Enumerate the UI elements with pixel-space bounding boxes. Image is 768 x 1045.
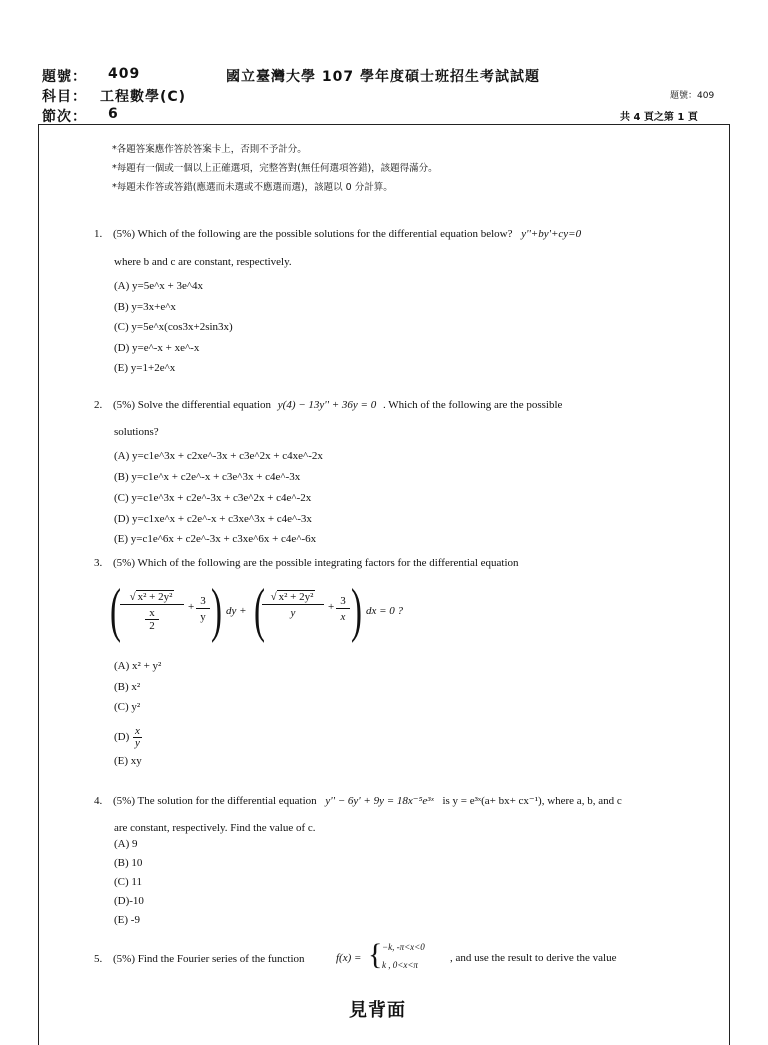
question-5 [94, 952, 305, 966]
question-text: (5%) Solve the differential equation [113, 399, 272, 411]
option-c: (C) y=5e^x(cos3x+2sin3x) [114, 321, 233, 333]
session: 6 [108, 106, 119, 122]
plus-sign: + [188, 601, 195, 613]
question-text: (5%) Which of the following are the possible integrating factors for the differential equation [113, 557, 519, 569]
piecewise-case-2: k , 0<x<π [382, 960, 418, 970]
question-text: (5%) Find the Fourier series of the function [113, 953, 305, 965]
question-number: 2. [94, 399, 103, 411]
piecewise-brace: { [368, 938, 383, 971]
option-d: (D) y=c1xe^x + c2e^-x + c3xe^3x + c4e^-3x [114, 513, 312, 525]
option-b: (B) y=c1e^x + c2e^-x + c3e^3x + c4e^-3x [114, 471, 301, 483]
dy-term: dy + [226, 605, 247, 617]
option-c: (C) y² [114, 701, 141, 713]
question-equation: y''+by'+cy=0 [521, 228, 582, 240]
question-1 [94, 227, 581, 241]
option-a: (A) y=5e^x + 3e^4x [114, 280, 204, 292]
right-paren: ) [211, 577, 222, 643]
option-e: (E) -9 [114, 914, 140, 926]
option-a: (A) y=c1e^3x + c2xe^-3x + c3e^2x + c4xe^-2x [114, 450, 323, 462]
option-a: (A) 9 [114, 838, 138, 850]
left-paren: ( [110, 577, 121, 643]
exam-title: 國立臺灣大學 107 學年度碩士班招生考試試題 [226, 69, 540, 85]
see-back-footer: 見背面 [349, 1000, 406, 1021]
question-number: 4. [94, 795, 103, 807]
exam-no-label: 題號： [42, 69, 87, 85]
option-b: (B) y=3x+e^x [114, 301, 176, 313]
exam-no-small: 題號：409 [670, 91, 715, 101]
instruction-line: *每題有一個或一個以上正確選項，完整答對(無任何選項答錯)，該題得滿分。 [112, 163, 438, 174]
fraction-3-over-x: $\frac{3}{x}$ [336, 595, 350, 623]
instruction-line: *每題未作答或答錯(應選而未選或不應選而選)，該題以 0 分計算。 [112, 182, 393, 193]
question-4 [94, 794, 622, 808]
plus-sign: + [328, 601, 335, 613]
instruction-line: *各題答案應作答於答案卡上，否則不予計分。 [112, 144, 307, 155]
question-2-line2: solutions? [114, 426, 159, 438]
option-d: (D) $\frac{x}{y}$ [114, 725, 140, 749]
dx-term: dx = 0 ? [366, 605, 404, 617]
option-b: (B) x² [114, 681, 141, 693]
question-number: 1. [94, 228, 103, 240]
option-e: (E) xy [114, 755, 142, 767]
option-d: (D) y=e^-x + xe^-x [114, 342, 200, 354]
question-text: (5%) The solution for the differential equation [113, 795, 317, 807]
option-b: (B) 10 [114, 857, 143, 869]
function-label: f(x) = [336, 952, 362, 964]
question-text-mid: is y = e³ˣ(a+ bx+ cx⁻¹), where a, b, and c [442, 795, 622, 807]
subject-label: 科目： [42, 89, 87, 105]
option-a: (A) x² + y² [114, 660, 162, 672]
fraction-3-over-y: $\frac{3}{y}$ [196, 595, 210, 623]
left-paren: ( [254, 577, 265, 643]
question-equation: y'' − 6y' + 9y = 18x⁻⁵e³ˣ [325, 795, 434, 807]
question-text-after: , and use the result to derive the value [450, 952, 617, 964]
question-2 [94, 398, 562, 412]
fraction-sqrt-over-y: $\frac{\text{√ x² + 2y²}}{y}$ [262, 591, 324, 619]
page-info: 共 4 頁之第 1 頁 [620, 112, 698, 123]
piecewise-case-1: −k, -π<x<0 [382, 942, 425, 952]
question-number: 5. [94, 953, 103, 965]
fraction-denominator: x 2 [120, 605, 184, 632]
option-d: (D)-10 [114, 895, 144, 907]
option-c: (C) y=c1e^3x + c2e^-3x + c3e^2x + c4e^-2x [114, 492, 312, 504]
option-e: (E) y=1+2e^x [114, 362, 176, 374]
question-text-after: . Which of the following are the possible [382, 399, 563, 411]
question-3 [94, 556, 519, 570]
integrating-factor-equation [110, 577, 440, 643]
question-4-line2: are constant, respectively. Find the value of c. [114, 822, 316, 834]
question-text: (5%) Which of the following are the possible solutions for the differential equation below? [113, 228, 513, 240]
question-number: 3. [94, 557, 103, 569]
instructions [112, 140, 438, 197]
session-label: 節次： [42, 109, 87, 125]
question-1-line2: where b and c are constant, respectively. [114, 256, 292, 268]
option-d-fraction: $\frac{x}{y}$ [135, 725, 140, 749]
fraction-sqrt-over-x-half [120, 591, 184, 632]
fraction-numerator: √ x² + 2y² [120, 591, 184, 605]
question-equation: y(4) − 13y'' + 36y = 0 [277, 399, 377, 411]
exam-no: 409 [108, 66, 141, 82]
subject: 工程數學(C) [100, 89, 187, 105]
option-c: (C) 11 [114, 876, 143, 888]
right-paren: ) [351, 577, 362, 643]
option-e: (E) y=c1e^6x + c2e^-3x + c3xe^6x + c4e^-6x [114, 533, 317, 545]
